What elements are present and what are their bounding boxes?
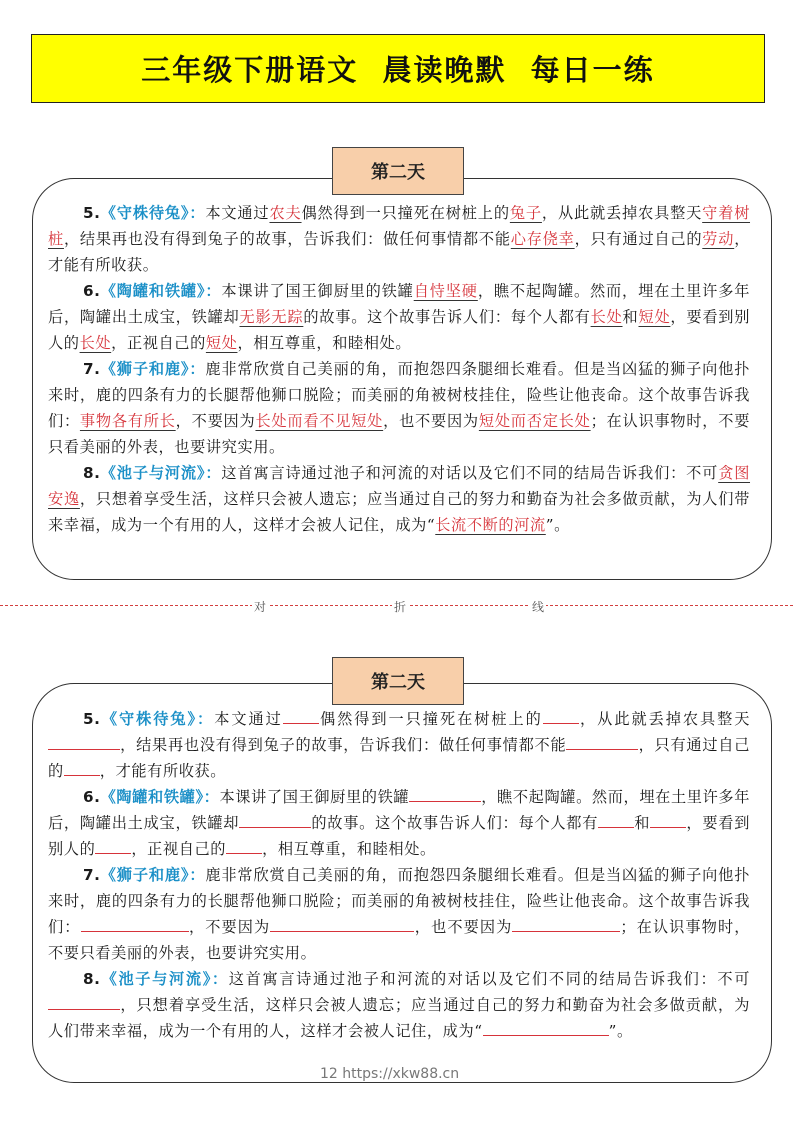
body-text: 本文通过: [214, 710, 283, 728]
fold-label: 对: [254, 600, 267, 614]
fill-blank[interactable]: [81, 917, 189, 932]
fill-blank[interactable]: [239, 813, 311, 828]
fill-blank[interactable]: [409, 787, 481, 802]
answer-text: 自恃坚硬: [413, 282, 478, 300]
fill-blank[interactable]: [650, 813, 686, 828]
answer-text: 长处: [590, 308, 623, 326]
body-text: ，相互尊重，和睦相处。: [262, 840, 436, 858]
body-text: ，正视自己的: [131, 840, 227, 858]
lesson-paragraph: [48, 200, 750, 278]
answer-text: 长流不断的河流: [435, 516, 546, 534]
day-tab-practice: 第二天: [332, 657, 464, 705]
answer-text: 农夫: [269, 204, 302, 222]
body-text: ，瞧不起陶罐。然而，埋在土里许多年后，陶罐出土成宝，铁罐却: [48, 788, 751, 832]
fill-blank[interactable]: [543, 709, 579, 724]
body-text: 偶然得到一只撞死在树桩上的: [301, 204, 510, 222]
body-text: 的故事。这个故事告诉人们：每个人都有: [311, 814, 599, 832]
body-text: 的故事。这个故事告诉人们：每个人都有: [303, 308, 591, 326]
body-text: 鹿非常欣赏自己美丽的角，而抱怨四条腿细长难看。但是当凶猛的狮子向他扑来时，鹿的四条有力的长腿帮他狮口脱险；而美丽的角被树枝挂住，险些让他丧命。这个故事告诉我们：: [48, 360, 750, 430]
lesson-paragraph: [48, 706, 750, 784]
body-text: ”。: [608, 1022, 633, 1040]
body-text: ”。: [545, 516, 570, 534]
body-text: ，瞧不起陶罐。然而，埋在土里许多年后，陶罐出土成宝，铁罐却: [48, 282, 751, 326]
body-text: ；在认识事物时，不要只看美丽的外表，也要讲究实用。: [48, 918, 750, 962]
fill-blank[interactable]: [48, 995, 120, 1010]
fill-blank[interactable]: [95, 839, 131, 854]
answer-text: 短处: [205, 334, 238, 352]
body-text: ，只有通过自己的: [574, 230, 703, 248]
body-text: ，不要因为: [188, 918, 271, 936]
body-text: 这首寓言诗通过池子和河流的对话以及它们不同的结局告诉我们：不可: [221, 464, 719, 482]
body-text: 本课讲了国王御厨里的铁罐: [221, 282, 414, 300]
lesson-title: 《陶罐和铁罐》：: [100, 788, 220, 806]
body-text: ，正视自己的: [111, 334, 206, 352]
answer-text: 劳动: [702, 230, 735, 248]
body-text: ，只有通过自己的: [48, 736, 750, 780]
fill-blank[interactable]: [270, 917, 414, 932]
lesson-title: 《守株待兔》：: [100, 204, 206, 222]
answer-text: 事物各有所长: [79, 412, 176, 430]
answer-text: 长处: [79, 334, 112, 352]
lesson-title: 《池子与河流》：: [100, 970, 229, 988]
body-text: ；在认识事物时，不要只看美丽的外表，也要讲究实用。: [48, 412, 750, 456]
body-text: ，也不要因为: [414, 918, 513, 936]
answer-text: 短处: [638, 308, 671, 326]
item-number: 7.: [83, 866, 101, 884]
answer-text: 长处而看不见短处: [255, 412, 384, 430]
fill-blank[interactable]: [483, 1021, 609, 1036]
lesson-title: 《狮子和鹿》：: [100, 866, 206, 884]
body-text: ，要看到别人的: [48, 308, 751, 352]
practice-content: [48, 706, 750, 1044]
lesson-paragraph: [48, 460, 750, 538]
fill-blank[interactable]: [64, 761, 100, 776]
fill-blank[interactable]: [566, 735, 638, 750]
day-tab-answers: 第二天: [332, 147, 464, 195]
body-text: ，不要因为: [175, 412, 256, 430]
fill-blank[interactable]: [598, 813, 634, 828]
body-text: ，结果再也没有得到兔子的故事，告诉我们：做任何事情都不能: [63, 230, 511, 248]
fill-blank[interactable]: [48, 735, 120, 750]
answer-text: 兔子: [509, 204, 542, 222]
item-number: 5.: [83, 710, 101, 728]
lesson-title: 《守株待兔》：: [100, 710, 215, 728]
answer-content: [48, 200, 750, 538]
page-footer: 12 https://xkw88.cn: [320, 1066, 460, 1082]
body-text: ，从此就丢掉农具整天: [578, 710, 750, 728]
lesson-title: 《陶罐和铁罐》：: [100, 282, 222, 300]
body-text: 偶然得到一只撞死在树桩上的: [318, 710, 543, 728]
answer-text: 心存侥幸: [510, 230, 575, 248]
item-number: 6.: [83, 788, 101, 806]
body-text: 本文通过: [205, 204, 270, 222]
body-text: 这首寓言诗通过池子和河流的对话以及它们不同的结局告诉我们：不可: [228, 970, 750, 988]
lesson-paragraph: [48, 278, 750, 356]
fill-blank[interactable]: [283, 709, 319, 724]
body-text: ，才能有所收获。: [99, 762, 227, 780]
body-text: ，只想着享受生活，这样只会被人遗忘；应当通过自己的努力和勤奋为社会多做贡献，为人们带来幸福，成为一个有用的人，这样才会被人记住，成为“: [48, 996, 750, 1040]
lesson-title: 《狮子和鹿》：: [100, 360, 206, 378]
fill-blank[interactable]: [512, 917, 620, 932]
item-number: 8.: [83, 970, 101, 988]
fold-label: 折: [394, 600, 407, 614]
item-number: 6.: [83, 282, 101, 300]
item-number: 8.: [83, 464, 101, 482]
body-text: ，也不要因为: [383, 412, 479, 430]
title-banner: [31, 34, 765, 103]
body-text: ，结果再也没有得到兔子的故事，告诉我们：做任何事情都不能: [120, 736, 567, 754]
body-text: 和: [622, 308, 639, 326]
body-text: ，要看到别人的: [48, 814, 750, 858]
body-text: ，相互尊重，和睦相处。: [237, 334, 412, 352]
lesson-paragraph: [48, 784, 750, 862]
lesson-title: 《池子与河流》：: [100, 464, 222, 482]
item-number: 5.: [83, 204, 101, 222]
body-text: 鹿非常欣赏自己美丽的角，而抱怨四条腿细长难看。但是当凶猛的狮子向他扑来时，鹿的四条有力的长腿帮他狮口脱险；而美丽的角被树枝挂住，险些让他丧命。这个故事告诉我们：: [48, 866, 750, 936]
fill-blank[interactable]: [226, 839, 262, 854]
page-title: 三年级下册语文 晨读晚默 每日一练: [141, 53, 655, 87]
body-text: 和: [634, 814, 651, 832]
answer-text: 守着树桩: [48, 204, 751, 248]
body-text: ，才能有所收获。: [48, 230, 751, 274]
body-text: ，从此就丢掉农具整天: [541, 204, 703, 222]
answer-text: 短处而否定长处: [478, 412, 591, 430]
answer-text: 无影无踪: [239, 308, 304, 326]
fold-label: 线: [532, 600, 545, 614]
lesson-paragraph: [48, 356, 750, 460]
body-text: ，只想着享受生活，这样只会被人遗忘；应当通过自己的努力和勤奋为社会多做贡献，为人们带来幸福，成为一个有用的人，这样才会被人记住，成为“: [48, 490, 750, 534]
lesson-paragraph: [48, 966, 750, 1044]
answer-text: 贪图安逸: [48, 464, 751, 508]
body-text: 本课讲了国王御厨里的铁罐: [219, 788, 410, 806]
item-number: 7.: [83, 360, 101, 378]
lesson-paragraph: [48, 862, 750, 966]
